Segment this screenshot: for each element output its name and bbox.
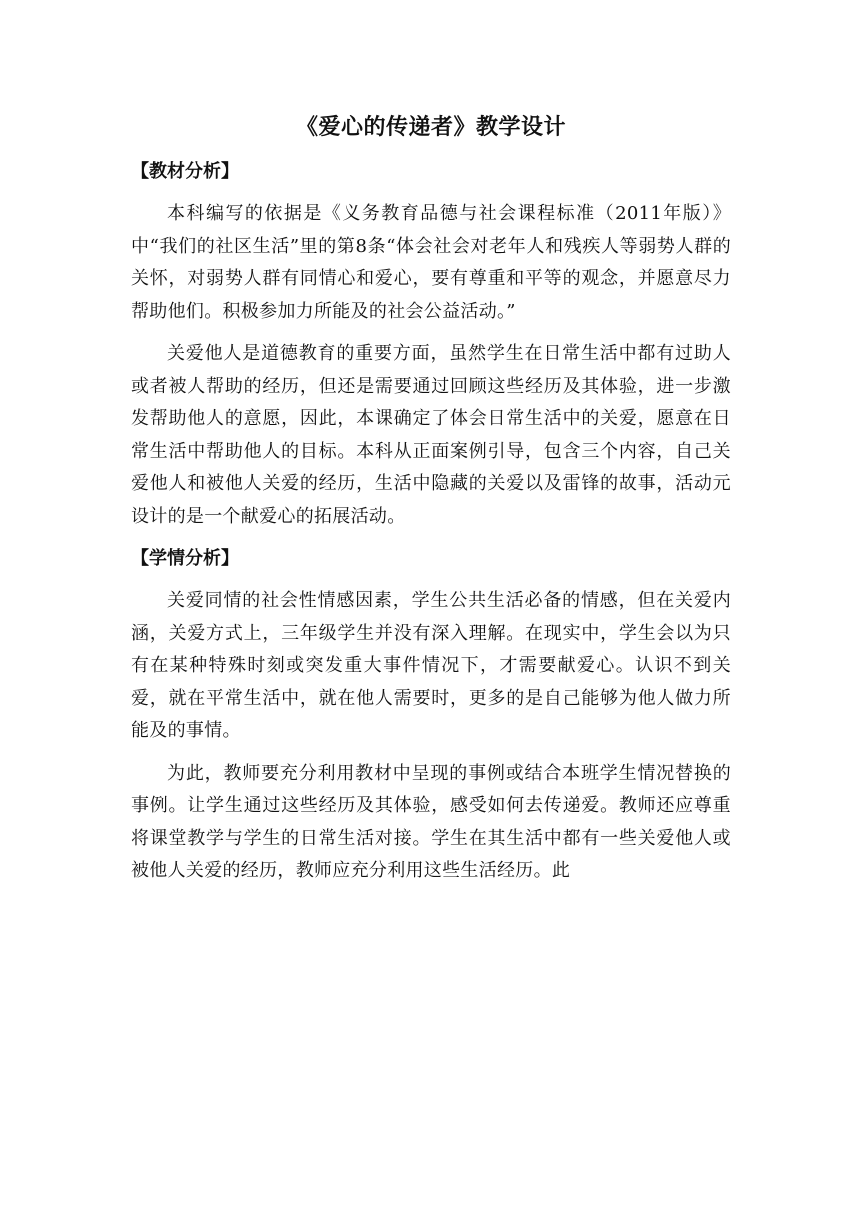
section-heading-student-analysis: 【学情分析】 <box>131 548 239 569</box>
paragraph: 为此，教师要充分利用教材中呈现的事例或结合本班学生情况替换的事例。让学生通过这些经历及其体验，感受如何去传递爱。教师还应尊重将课堂教学与学生的日常生活对接。学生在其生活中都有一些关爱他人或被他人关爱的经历，教师应充分利用这些生活经历。此 <box>131 762 731 881</box>
document-title: 《爱心的传递者》教学设计 <box>295 115 566 140</box>
paragraph: 本科编写的依据是《义务教育品德与社会课程标准（2011年版）》中“我们的社区生活”里的第8条“体会社会对老年人和残疾人等弱势人群的关怀，对弱势人群有同情心和爱心，要有尊重和平等的观念，并愿意尽力帮助他们。积极参加力所能及的社会公益活动。” <box>131 203 731 322</box>
paragraph: 关爱他人是道德教育的重要方面，虽然学生在日常生活中都有过助人或者被人帮助的经历，但还是需要通过回顾这些经历及其体验，进一步激发帮助他人的意愿，因此，本课确定了体会日常生活中的关爱，愿意在日常生活中帮助他人的目标。本科从正面案例引导，包含三个内容，自己关爱他人和被他人关爱的经历，生活中隐藏的关爱以及雷锋的故事，活动元设计的是一个献爱心的拓展活动。 <box>131 343 731 527</box>
section-heading-textbook-analysis: 【教材分析】 <box>131 161 239 182</box>
paragraph: 关爱同情的社会性情感因素，学生公共生活必备的情感，但在关爱内涵，关爱方式上，三年级学生并没有深入理解。在现实中，学生会以为只有在某种特殊时刻或突发重大事件情况下，才需要献爱心。认识不到关爱，就在平常生活中，就在他人需要时，更多的是自己能够为他人做力所能及的事情。 <box>131 590 731 741</box>
document-body <box>131 108 731 898</box>
